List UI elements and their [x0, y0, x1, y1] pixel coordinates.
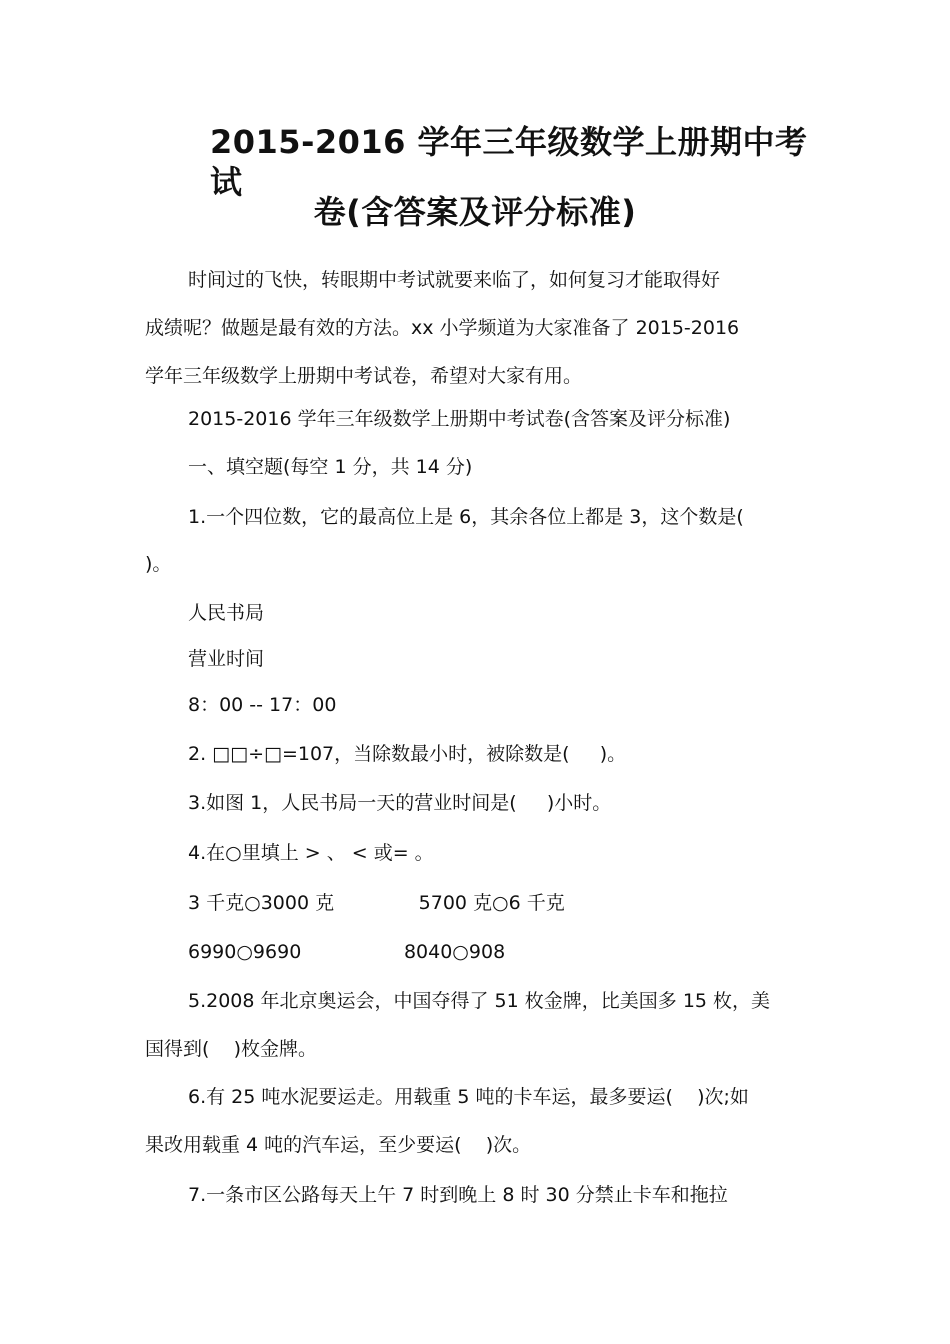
- section-heading: 一、填空题(每空 1 分，共 14 分): [188, 456, 473, 478]
- question-2: 2. □□÷□=107，当除数最小时，被除数是( )。: [188, 743, 627, 765]
- paragraph-line: 成绩呢？做题是最有效的方法。xx 小学频道为大家准备了 2015-2016: [145, 317, 740, 339]
- paragraph-line: 时间过的飞快，转眼期中考试就要来临了，如何复习才能取得好: [188, 269, 721, 291]
- figure-label-bookstore: 人民书局: [188, 602, 265, 624]
- page-title-line-2: 卷(含答案及评分标准): [313, 193, 637, 231]
- figure-label-hours: 营业时间: [188, 648, 265, 670]
- question-3: 3.如图 1，人民书局一天的营业时间是( )小时。: [188, 792, 612, 814]
- figure-label-time: 8：00 -- 17：00: [188, 694, 337, 716]
- question-6-continued: 果改用载重 4 吨的汽车运，至少要运( )次。: [145, 1134, 532, 1156]
- question-1: 1.一个四位数，它的最高位上是 6，其余各位上都是 3，这个数是(: [188, 506, 744, 528]
- question-7: 7.一条市区公路每天上午 7 时到晚上 8 时 30 分禁止卡车和拖拉: [188, 1184, 728, 1206]
- exam-subtitle: 2015-2016 学年三年级数学上册期中考试卷(含答案及评分标准): [188, 408, 731, 430]
- question-4-row-1: 3 千克○3000 克 5700 克○6 千克: [188, 892, 565, 914]
- question-6: 6.有 25 吨水泥要运走。用载重 5 吨的卡车运，最多要运( )次;如: [188, 1086, 749, 1108]
- question-5-continued: 国得到( )枚金牌。: [145, 1038, 317, 1060]
- question-1-continued: )。: [145, 553, 172, 575]
- page-title-line-1: 2015-2016 学年三年级数学上册期中考试: [210, 123, 808, 201]
- paragraph-line: 学年三年级数学上册期中考试卷，希望对大家有用。: [145, 365, 583, 387]
- question-4-row-2: 6990○9690 8040○908: [188, 941, 506, 963]
- question-4: 4.在○里填上 > 、 < 或= 。: [188, 842, 434, 864]
- question-5: 5.2008 年北京奥运会，中国夺得了 51 枚金牌，比美国多 15 枚，美: [188, 990, 771, 1012]
